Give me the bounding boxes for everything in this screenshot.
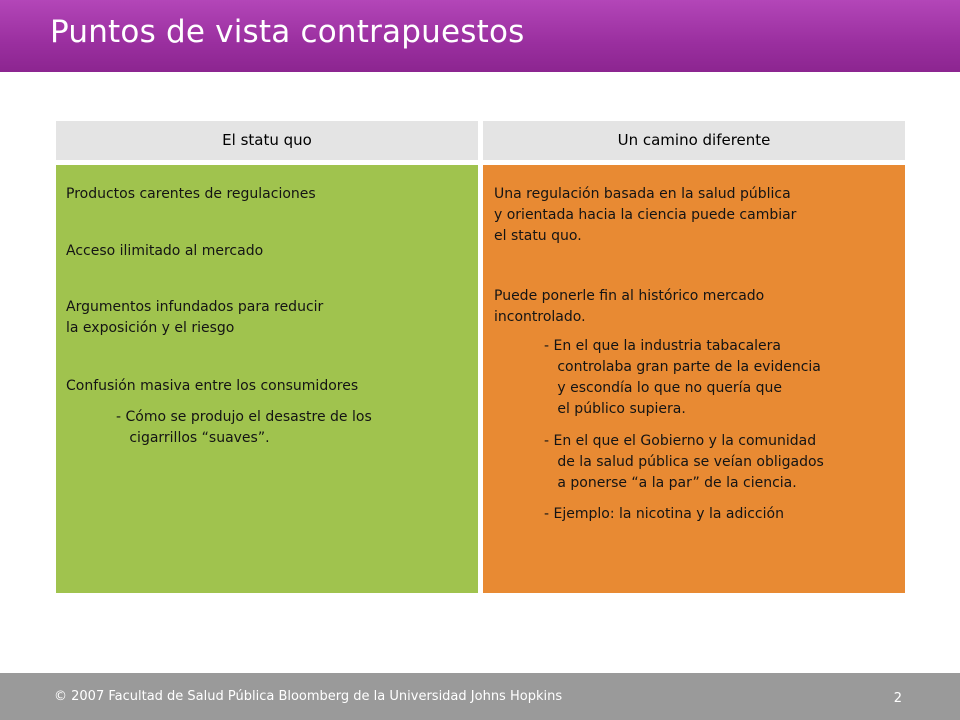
list-item: Puede ponerle fin al histórico mercado incontrolado. xyxy=(494,288,765,325)
copyright-notice: © 2007 Facultad de Salud Pública Bloomberg de la Universidad Johns Hopkins xyxy=(54,689,563,704)
list-item: Argumentos infundados para reducir la exposición y el riesgo xyxy=(66,299,324,336)
column-header-different-path: Un camino diferente xyxy=(483,121,905,160)
status-quo-panel xyxy=(56,165,478,593)
title-bar xyxy=(0,0,960,72)
sub-list-item: - Cómo se produjo el desastre de los cigarrillos “suaves”. xyxy=(116,409,372,446)
list-item: Confusión masiva entre los consumidores xyxy=(66,378,359,394)
column-header-status-quo: El statu quo xyxy=(56,121,478,160)
slide-title: Puntos de vista contrapuestos xyxy=(50,14,525,50)
list-item: Una regulación basada en la salud pública y orientada hacia la ciencia puede cambiar el statu quo. xyxy=(494,186,797,244)
sub-list-item: - En el que el Gobierno y la comunidad de la salud pública se veían obligados a ponerse “a la par” de la ciencia. xyxy=(544,433,824,491)
list-item: Productos carentes de regulaciones xyxy=(66,186,316,202)
different-path-panel xyxy=(483,165,905,593)
footer xyxy=(0,673,960,720)
sub-list-item: - Ejemplo: la nicotina y la adicción xyxy=(544,506,784,522)
page-number: 2 xyxy=(893,691,902,706)
list-item: Acceso ilimitado al mercado xyxy=(66,243,264,259)
sub-list-item: - En el que la industria tabacalera controlaba gran parte de la evidencia y escondía lo que no quería que el público supiera. xyxy=(544,338,821,417)
